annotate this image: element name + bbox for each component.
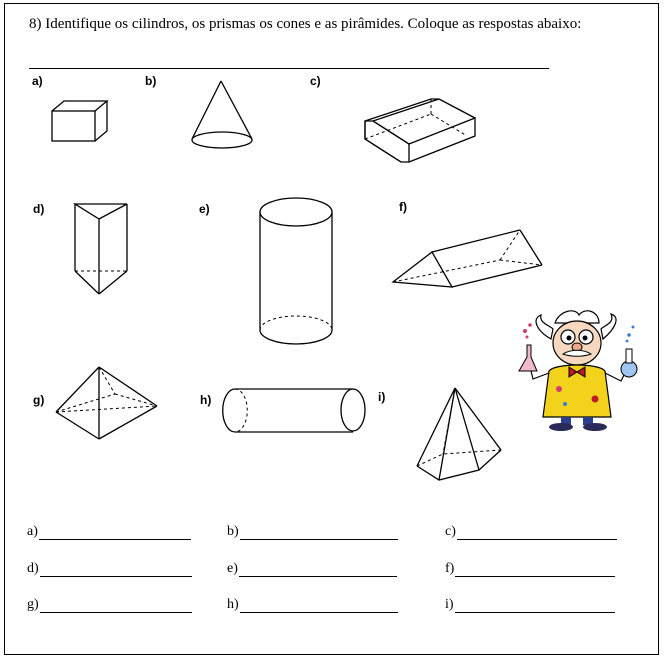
- question-text: 8) Identifique os cilindros, os prismas os cones e as pirâmides. Coloque as respostas abaixo:: [29, 16, 582, 32]
- answer-d[interactable]: [27, 561, 192, 577]
- answer-label-f: f): [445, 561, 455, 576]
- answer-i[interactable]: [445, 597, 615, 613]
- answer-e[interactable]: [227, 561, 397, 577]
- answer-a[interactable]: [27, 524, 191, 540]
- shape-label-g: g): [33, 393, 45, 407]
- answer-label-b: b): [227, 524, 239, 539]
- answer-label-d: d): [27, 561, 39, 576]
- answer-line-c[interactable]: [457, 525, 617, 540]
- answer-label-i: i): [445, 597, 454, 612]
- answer-c[interactable]: [445, 524, 617, 540]
- shape-label-h: h): [200, 393, 212, 407]
- shape-h-cylinder: [221, 382, 371, 440]
- answer-b[interactable]: [227, 524, 398, 540]
- answer-label-g: g): [27, 597, 39, 612]
- shape-e-cylinder: [255, 194, 339, 350]
- shape-label-a: a): [32, 74, 43, 88]
- answer-label-a: a): [27, 524, 38, 539]
- answer-label-c: c): [445, 524, 456, 539]
- answer-g[interactable]: [27, 597, 192, 613]
- answer-line-i[interactable]: [455, 598, 615, 613]
- worksheet: [4, 3, 659, 655]
- shape-a-rectangular-prism: [50, 99, 110, 144]
- answer-line-f[interactable]: [455, 562, 615, 577]
- answer-line-b[interactable]: [240, 525, 398, 540]
- shape-label-d: d): [33, 202, 45, 216]
- answer-h[interactable]: [227, 597, 398, 613]
- shape-f-triangular-prism: [390, 227, 550, 297]
- answer-label-h: h): [227, 597, 239, 612]
- shape-b-cone: [188, 79, 258, 154]
- shape-g-pyramid: [53, 364, 161, 444]
- answer-line-a[interactable]: [39, 525, 191, 540]
- shape-i-pyramid: [413, 386, 505, 484]
- shape-c-long-prism: [363, 96, 483, 168]
- answer-line-e[interactable]: [239, 562, 397, 577]
- divider-line: [29, 68, 549, 69]
- shape-d-triangular-prism: [69, 199, 135, 299]
- shape-label-c: c): [310, 74, 321, 88]
- scientist-illustration: [515, 309, 643, 431]
- answer-line-h[interactable]: [240, 598, 398, 613]
- shape-label-f: f): [399, 200, 407, 214]
- shape-label-b: b): [145, 74, 157, 88]
- shape-label-i: i): [378, 390, 386, 404]
- answer-line-g[interactable]: [40, 598, 192, 613]
- answer-f[interactable]: [445, 561, 615, 577]
- answer-label-e: e): [227, 561, 238, 576]
- shape-label-e: e): [199, 202, 210, 216]
- answer-line-d[interactable]: [40, 562, 192, 577]
